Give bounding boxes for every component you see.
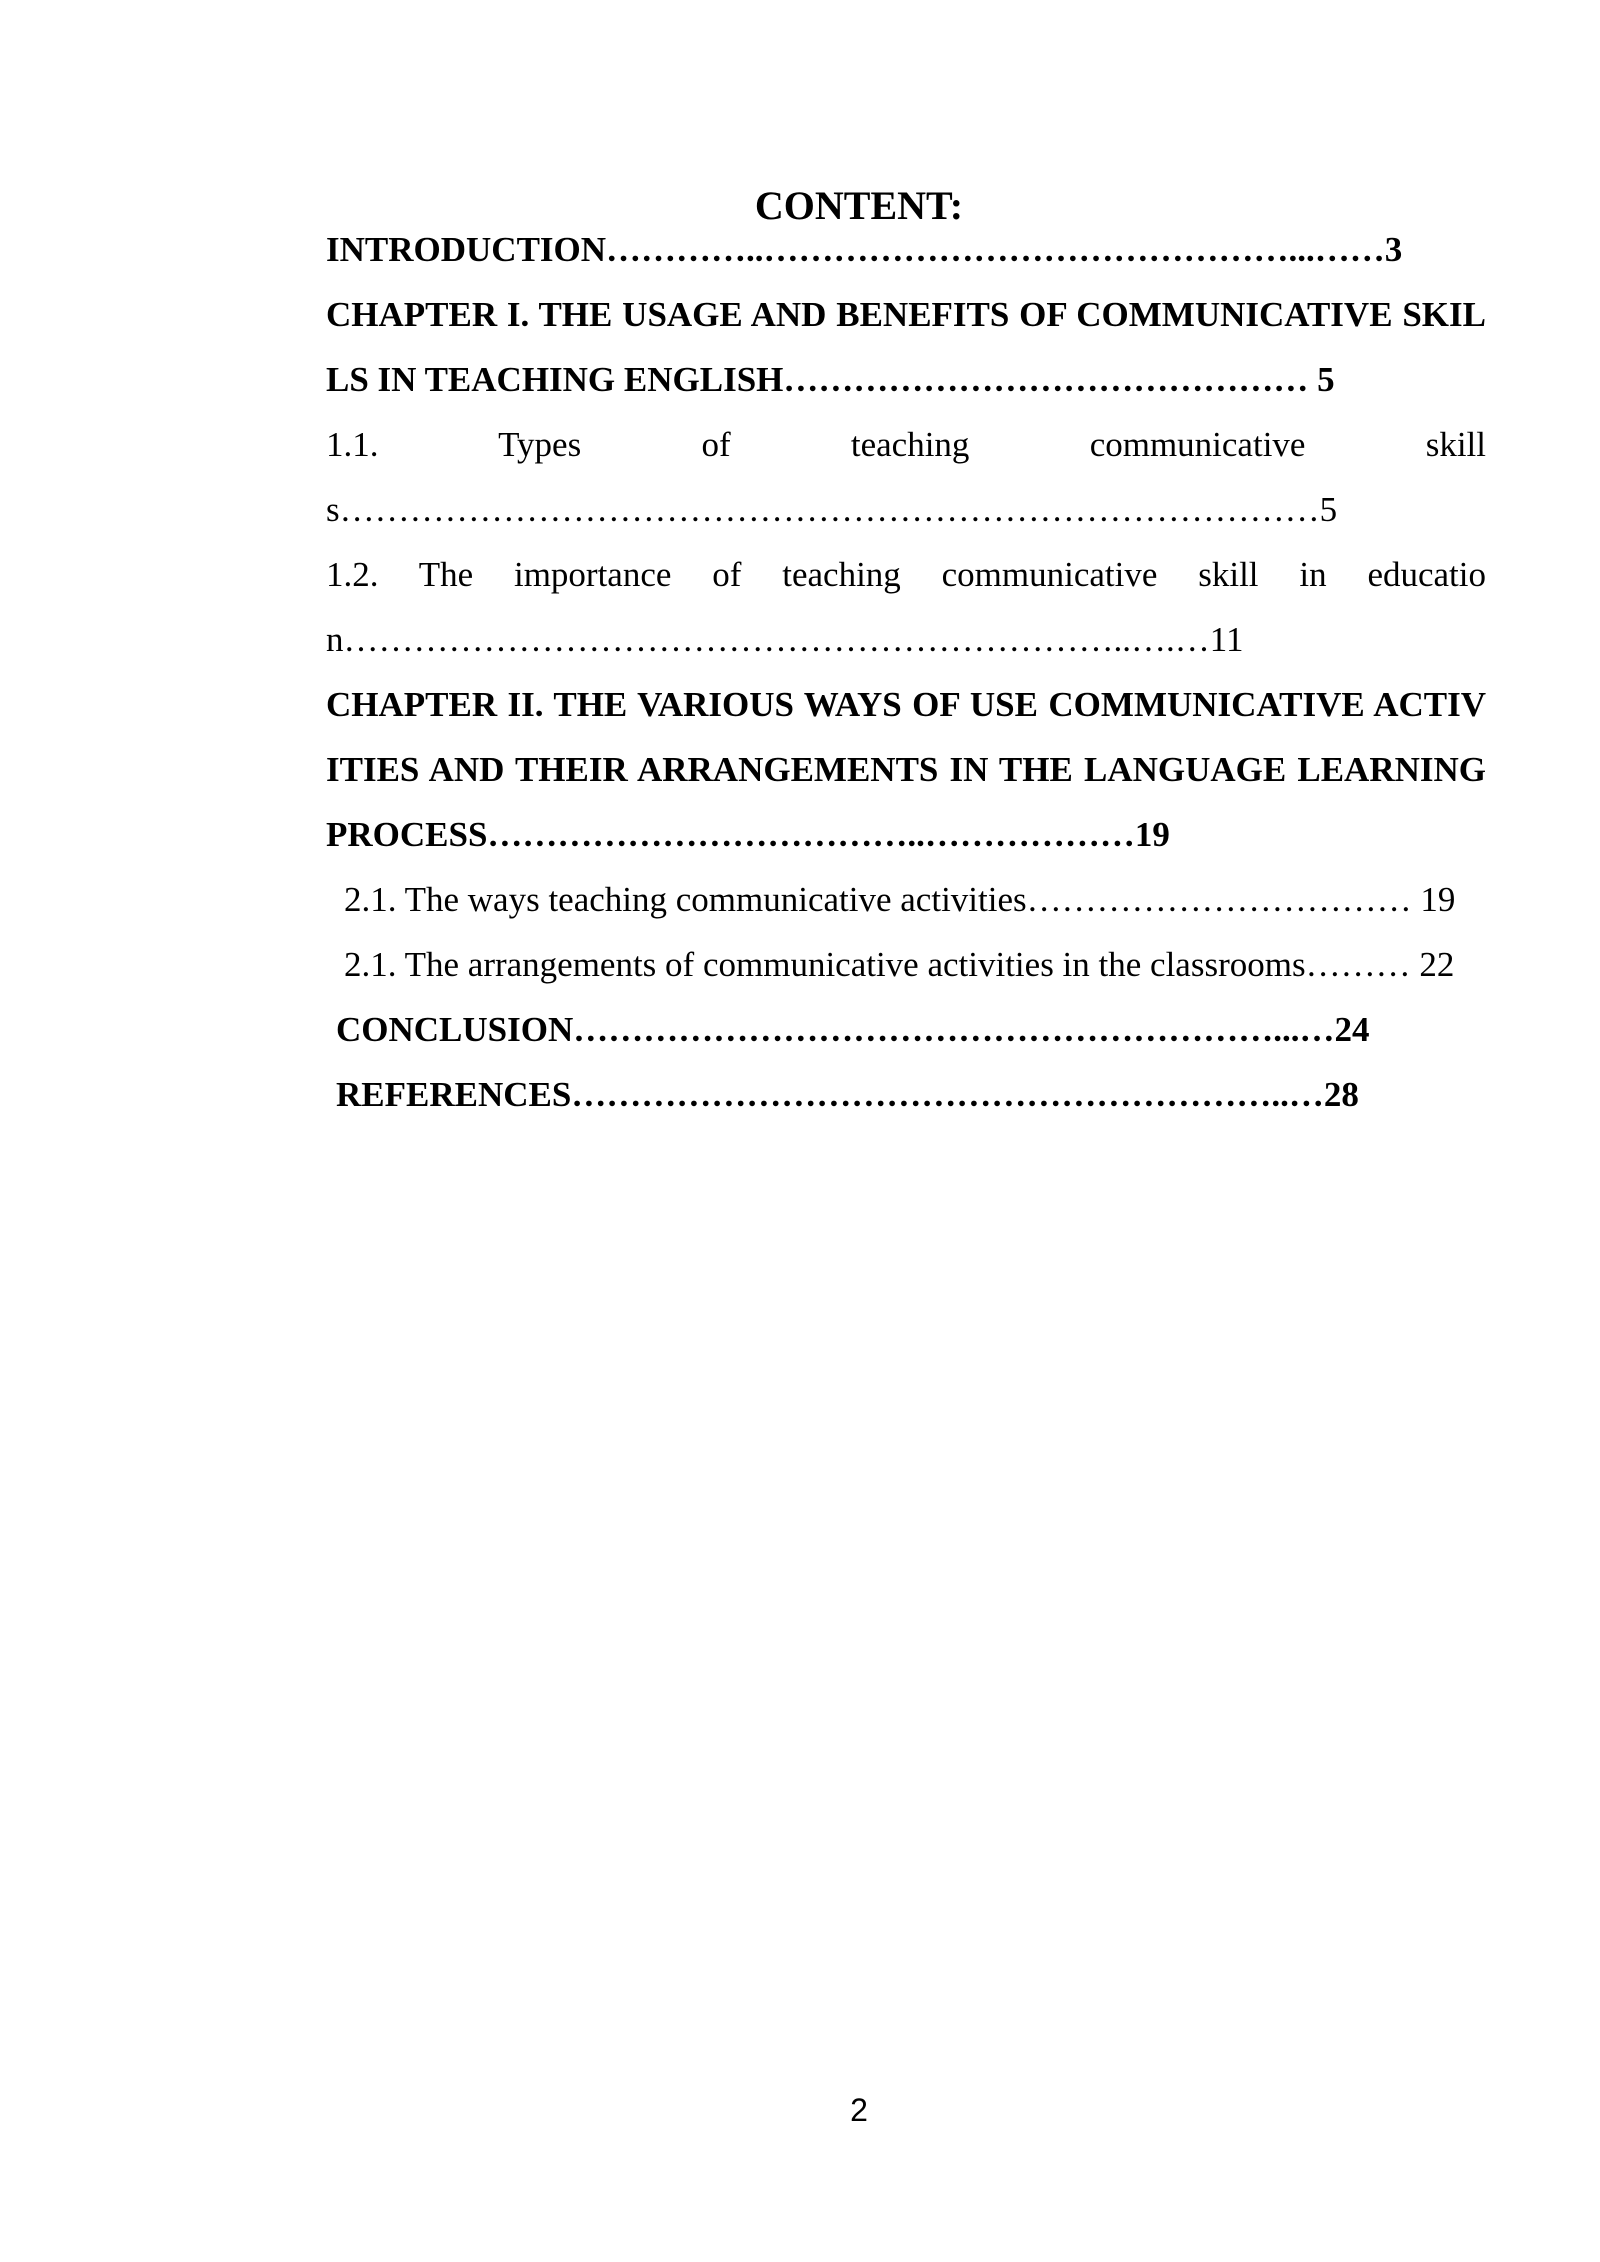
toc-entry-chapter-1: CHAPTER I. THE USAGE AND BENEFITS OF COMMUNICATIVE SKILLS IN TEACHING ENGLISH……………………………………… 5 (326, 295, 1486, 399)
toc-entry-introduction: INTRODUCTION…………..………………………………………...……3 (326, 230, 1403, 269)
page-title: CONTENT: (754, 182, 964, 228)
toc-entry-section-1-2: 1.2. The importance of teaching communicative skill in education…………………………………………………………..….…11 (326, 555, 1486, 659)
toc-entry-section-1-1: 1.1. Types of teaching communicative skills…………………………………………………………………………5 (326, 425, 1486, 529)
toc-entry-section-2-1b: 2.1. The arrangements of communicative activities in the classrooms……… 22 (344, 945, 1455, 984)
toc-entry-section-2-1a: 2.1. The ways teaching communicative activities…………………………… 19 (344, 880, 1456, 919)
toc-entry-references: REFERENCES……………………………………………………..…28 (336, 1075, 1359, 1114)
table-of-contents (326, 217, 1486, 1127)
toc-entry-chapter-2: CHAPTER II. THE VARIOUS WAYS OF USE COMMUNICATIVE ACTIVITIES AND THEIR ARRANGEMENTS IN THE LANGUAGE LEARNING PROCESS………………………………..………………19 (326, 685, 1486, 854)
page-number: 2 (850, 2092, 868, 2128)
toc-entry-conclusion: CONCLUSION……………………………………………………...…24 (336, 1010, 1370, 1049)
